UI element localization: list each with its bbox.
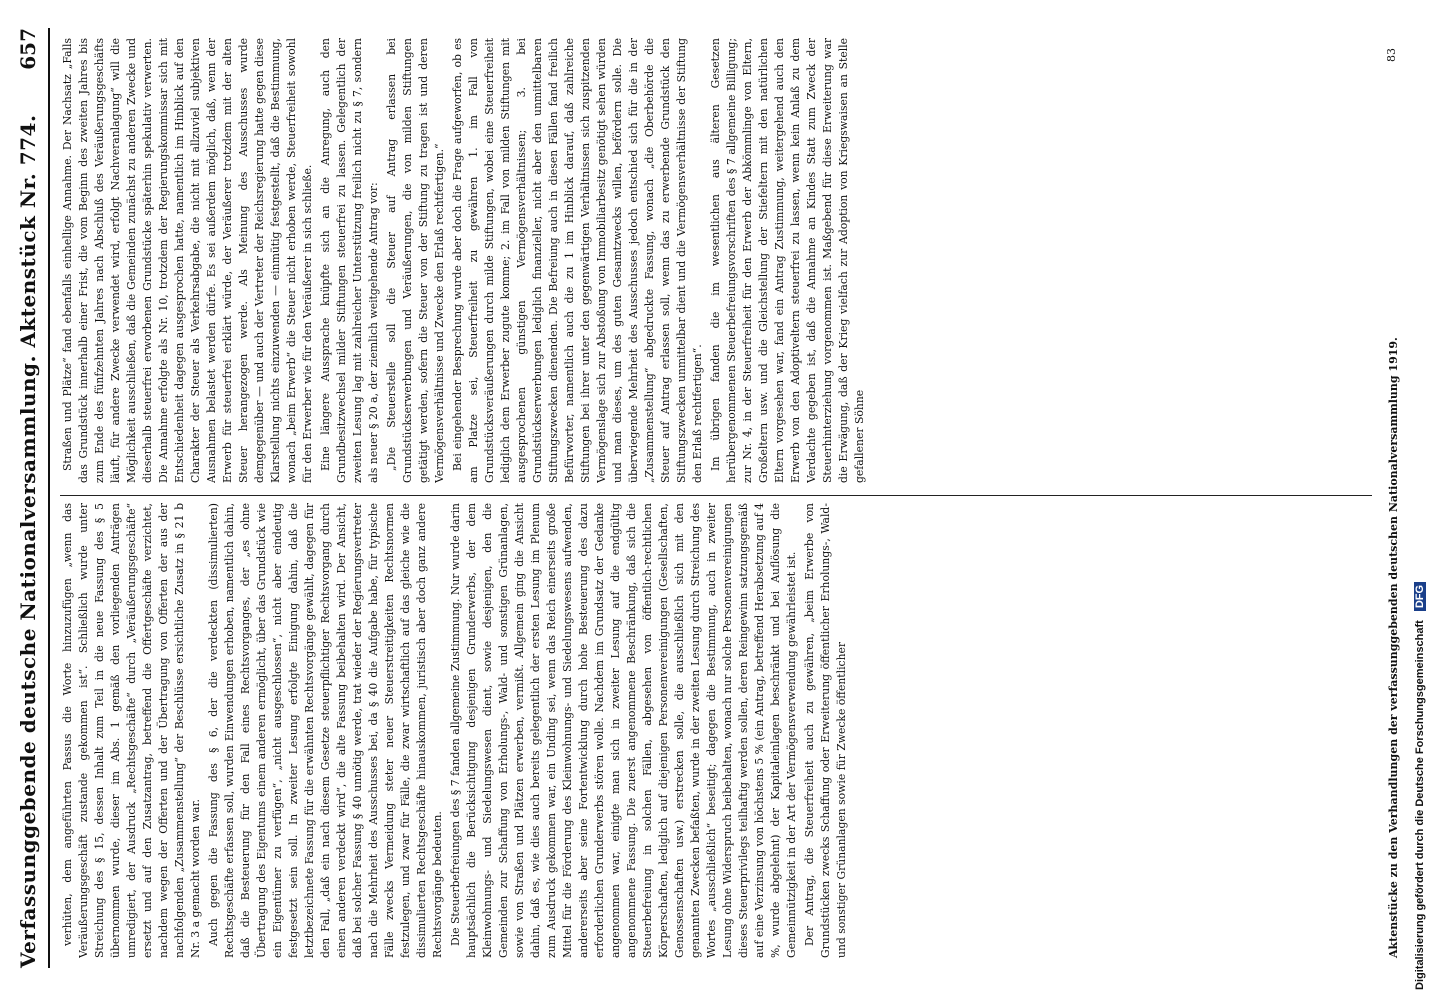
paragraph: Bei eingehender Besprechung wurde aber doch die Frage aufgeworfen, ob es am Platze sei, Steuerfreiheit zu gewähren 1. im Fall von Grundstücksveräußerungen durch milde Stiftungen, wobei eine Steuerfreiheit lediglich dem Erwerber zugute komme; 2. im Fall von milden Stiftungen mit ausgesprochenen günstigen Vermögensverhältnissen; 3. bei Grundstückserwerbungen lediglich finanzieller, nicht aber den unmittelbaren Stiftungszwecken dienenden. Die Befreiung auch in diesen Fällen fand freilich Befürworter, namentlich auch die zu 1 im Hinblick darauf, daß zahlreiche Stiftungen bei ihrer unter den gegenwärtigen Verhältnissen sich zuspitzenden Vermögenslage sich zur Abstoßung von Immobiliarbesitz genötigt sehen würden und man dieses, um des guten Gesamtzwecks willen, befördern solle. Die überwiegende Mehrheit des Ausschusses jedoch entschied sich für die in der „Zusammenstellung“ abgedruckte Fassung, wonach „die Oberbehörde die Steuer auf Antrag erlassen soll, wenn das zu erwerbende Grundstück den Stiftungszwecken unmittelbar dient und die Vermögensverhältnisse der Stiftung den Erlaß rechtfertigen“.	[451, 38, 704, 483]
page-title: Verfassunggebende deutsche Nationalversammlung. Aktenstück Nr. 774.	[16, 114, 40, 968]
page-header	[8, 28, 50, 968]
paragraph: verhüten, dem angeführten Passus die Worte hinzuzufügen „wenn das Veräußerungsgeschäft zustande gekommen ist“. Schließlich wurde unter Streichung des § 15, dessen Inhalt zum Teil in die neue Fassung des § 5 übernommen wurde, dieser im Abs. 1 gemäß den vorliegenden Anträgen umredigiert, der Ausdruck „Rechtsgeschäfte“ durch „Veräußerungsgeschäfte“ ersetzt und auf den Zusatzantrag, betreffend die Offertgeschäfte verzichtet, nachdem wegen der Offerten und der Übertragung von Offerten der aus der nachfolgenden „Zusammenstellung“ der Beschlüsse ersichtliche Zusatz in § 21 b Nr. 3 a gemacht worden war.	[61, 503, 202, 958]
sheet-number: 83	[1385, 48, 1398, 62]
column-divider	[60, 495, 1372, 496]
rotated-page-content	[8, 8, 1408, 988]
dfg-logo: DFG	[1414, 582, 1426, 611]
page-number: 657	[16, 28, 40, 70]
right-column	[60, 38, 1372, 483]
paragraph: Im übrigen fanden die im wesentlichen aus älteren Gesetzen herübergenommenen Steuerbefreiungsvorschriften des § 7 allgemeine Billigung; zur Nr. 4, in der Steuerfreiheit für den Erwerb der Abkömmlinge von Eltern, Großeltern usw. und die Gleichstellung der Stiefeltern mit den natürlichen Eltern vorgesehen war, fand ein Antrag Zustimmung, weitergehend auch den Erwerb von den Adoptiveltern steuerfrei zu lassen, wenn kein Anlaß zu dem Verdachte gegeben ist, daß die Annahme an Kindes Statt zum Zweck der Steuerhinterziehung vorgenommen ist. Maßgebend für diese Erweiterung war die Erwägung, daß der Krieg vielfach zur Adoption von Kriegswaisen an Stelle gefallener Söhne	[709, 38, 866, 483]
paragraph: Der Antrag, die Steuerfreiheit auch zu gewähren, „beim Erwerbe von Grundstücken zwecks Schaffung oder Erweiterung öffentlicher Erholungs-, Wald- und sonstiger Grünanlagen sowie für Zwecke öffentlicher	[803, 503, 848, 958]
paragraph: Die Steuerbefreiungen des § 7 fanden allgemeine Zustimmung. Nur wurde darin hauptsächlich die Berücksichtigung desjenigen Grunderwerbs, der dem Kleinwohnungs- und Siedelungswesen dient, sowie desjenigen, den die Gemeinden zur Schaffung von Erholungs-, Wald- und sonstigen Grünanlagen, sowie von Straßen und Plätzen erwerben, vermißt. Allgemein ging die Ansicht dahin, daß es, wie dies auch bereits gelegentlich der ersten Lesung im Plenum zum Ausdruck gekommen war, ein Unding sei, wenn das Reich einerseits große Mittel für die Förderung des Kleinwohnungs- und Siedelungswesens aufwenden, andererseits aber seine Fortentwicklung durch hohe Besteuerung des dazu erforderlichen Grunderwerbs stören wolle. Nachdem im Grundsatz der Gedanke angenommen war, einigte man sich in zweiter Lesung auf die endgültig angenommene Fassung. Die zuerst angenommene Beschränkung, daß sich die Steuerbefreiung in solchen Fällen, abgesehen von öffentlich-rechtlichen Körperschaften, lediglich auf diejenigen Personenvereinigungen (Gesellschaften, Genossenschaften usw.) erstrecken solle, die ausschließlich sich mit den genannten Zwecken befaßten, wurde in der zweiten Lesung durch Streichung des Wortes „ausschließlich“ beseitigt; dagegen die Bestimmung, auch in zweiter Lesung ohne Widerspruch beibehalten, wonach nur solche Personenvereinigungen dieses Steuerprivilegs teilhaftig werden sollen, deren Reingewinn satzungsgemäß auf eine Verzinsung von höchstens 5 % (ein Antrag, betreffend Herabsetzung auf 4 %, wurde abgelehnt) der Kapitaleinlagen beschränkt und bei Auflösung die Gemeinnützigkeit in der Art der Vermögensverwendung gewährleistet ist.	[449, 503, 798, 958]
paragraph: „Die Steuerstelle soll die Steuer auf Antrag erlassen bei Grundstückserwerbungen und Veräußerungen, die von milden Stiftungen getätigt werden, sofern die Steuer von der Stiftung zu tragen ist und deren Vermögensverhältnisse und Zwecke den Erlaß rechtfertigen.“	[385, 38, 446, 483]
paragraph: Eine längere Aussprache knüpfte sich an die Anregung, auch den Grundbesitzwechsel milder Stiftungen steuerfrei zu lassen. Gelegentlich der zweiten Lesung lag mit zahlreicher Unterstützung freilich nicht zu § 7, sondern als neuer § 20 a, der ziemlich weitgehende Antrag vor:	[319, 38, 380, 483]
document-page	[8, 8, 1420, 994]
page-footer: Aktenstücke zu den Verhandlungen der verfassunggebenden deutschen Nationalversammlung 1919.	[1387, 337, 1400, 958]
credit-text: Digitalisierung gefördert durch die Deutsche Forschungsgemeinschaft	[1414, 620, 1426, 990]
paragraph: Auch gegen die Fassung des § 6, der die verdeckten (dissimulierten) Rechtsgeschäfte erfassen soll, wurden Einwendungen erhoben, namentlich dahin, daß die Besteuerung für den Fall eines Rechtsvorganges, der „es ohne Übertragung des Eigentums einem anderen ermöglicht, über das Grundstück wie ein Eigentümer zu verfügen“, „nicht ausgeschlossen“, nicht aber eindeutig festgesetzt sein soll. In zweiter Lesung erfolgte Einigung dahin, daß die letztbezeichnete Fassung für die erwähnten Rechtsvorgänge gewählt, dagegen für den Fall, „daß ein nach diesem Gesetze steuerpflichtiger Rechtsvorgang durch einen anderen verdeckt wird“, die alte Fassung beibehalten wird. Der Ansicht, daß bei solcher Fassung § 40 unnötig werde, trat wieder der Regierungsvertreter nach die Mehrheit des Ausschusses bei, da § 40 die Aufgabe habe, für typische Fälle zwecks Vermeidung steter neuer Steuerstreitigkeiten Rechtsnormen festzulegen, und zwar für Fälle, die zwar wirtschaftlich auf das gleiche wie die dissimulierten Rechtsgeschäfte hinauskommen, juristisch aber doch ganz andere Rechtsvorgänge bedeuten.	[207, 503, 444, 958]
paragraph: Straßen und Plätze“ fand ebenfalls einhellige Annahme. Der Nachsatz „Falls das Grundstück innerhalb einer Frist, die vom Beginn des zweiten Jahres bis zum Ende des fünfzehnten Jahres nach Abschluß des Veräußerungsgeschäfts läuft, für andere Zwecke verwendet wird, erfolgt Nachveranlagung“ will die Möglichkeit ausschließen, daß die Gemeinden zunächst zu anderen Zwecke und dieserhalb steuerfrei erworbenen Grundstücke späterhin spekulativ verwerten. Die Annahme erfolgte als Nr. 10, trotzdem der Regierungskommissar sich mit Entschiedenheit dagegen ausgesprochen hatte, namentlich im Hinblick auf den Charakter der Steuer als Verkehrsabgabe, die nicht mit allzuviel subjektiven Ausnahmen belastet werden dürfe. Es sei außerdem möglich, daß, wenn der Erwerb für steuerfrei erklärt würde, der Veräußerer trotzdem mit der alten Steuer herangezogen werde. Als Meinung des Ausschusses wurde demgegenüber — und auch der Vertreter der Reichsregierung hatte gegen diese Klarstellung nichts einzuwenden — einmütig festgestellt, daß die Bestimmung, wonach „beim Erwerb“ die Steuer nicht erhoben werde, Steuerfreiheit sowohl für den Erwerber wie für den Veräußerer in sich schließe.	[61, 38, 314, 483]
digitization-credit	[1414, 10, 1432, 990]
left-column	[60, 503, 1372, 958]
